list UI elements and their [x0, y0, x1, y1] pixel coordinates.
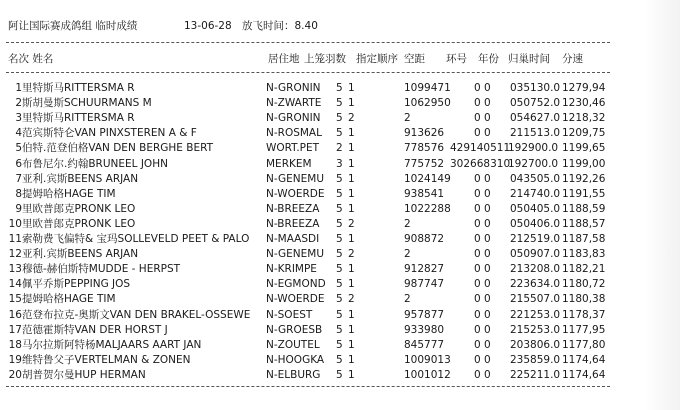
footer-divider	[6, 386, 610, 387]
cell-ring: 0 0	[474, 353, 491, 366]
cell-name: 里欧普郎克PRONK LEO	[22, 202, 136, 215]
table-row	[0, 96, 680, 110]
cell-order: 2	[348, 217, 355, 230]
cell-sent: 5	[336, 217, 343, 230]
cell-ring: 0 0	[474, 217, 491, 230]
cell-time: 050406.0	[510, 217, 561, 230]
table-row	[0, 277, 680, 291]
cell-loc: N-ROSMAL	[266, 127, 322, 140]
cell-sent: 5	[336, 293, 343, 306]
cell-name: 里欧普郎克PRONK LEO	[22, 217, 136, 230]
col-order: 指定顺序	[356, 53, 398, 65]
cell-speed: 1188,59	[562, 202, 606, 215]
cell-loc: N-BREEZA	[266, 217, 320, 230]
cell-ring: 0 0	[474, 202, 491, 215]
cell-name: 马尔拉斯阿特杨MALJAARS AART JAN	[22, 338, 202, 351]
header-divider-bottom	[6, 72, 610, 73]
cell-time: 192700.0	[508, 157, 559, 170]
cell-time: 192900.0	[508, 142, 559, 155]
cell-ring: 0 0	[474, 293, 491, 306]
cell-no: 7	[15, 172, 22, 185]
cell-loc: N-ELBURG	[266, 368, 321, 381]
report-title: 阿让国际赛成鸽组 临时成绩	[8, 20, 138, 32]
table-row	[0, 202, 680, 216]
cell-dist: 1001012	[404, 368, 451, 381]
table-row	[0, 217, 680, 231]
col-year: 年份	[478, 53, 499, 65]
cell-name: 穆德-赫伯斯特MUDDE - HERPST	[22, 263, 181, 276]
cell-name: 提姆哈格HAGE TIM	[22, 187, 116, 200]
col-distance: 空距	[404, 53, 425, 65]
cell-time: 214740.0	[510, 187, 561, 200]
cell-name: 亚利.宾斯BEENS ARJAN	[22, 248, 139, 261]
cell-name: 里特斯马RITTERSMA R	[22, 112, 135, 125]
release-time: 放飞时间：8.40	[242, 20, 318, 32]
cell-loc: N-GRONIN	[266, 82, 321, 94]
cell-time: 211513.0	[510, 127, 561, 140]
cell-dist: 912827	[404, 263, 445, 276]
cell-dist: 778576	[404, 142, 445, 155]
table-row	[0, 292, 680, 306]
table-row	[0, 187, 680, 201]
cell-dist: 913626	[404, 127, 445, 140]
cell-no: 16	[8, 308, 22, 321]
cell-time: 235859.0	[510, 353, 561, 366]
table-row	[0, 172, 680, 186]
cell-speed: 1209,75	[562, 127, 606, 140]
cell-time: 050405.0	[510, 202, 561, 215]
cell-no: 6	[15, 157, 22, 170]
cell-dist: 775752	[404, 157, 445, 170]
cell-ring: 0 0	[474, 187, 491, 200]
cell-loc: WORT.PET	[266, 142, 320, 155]
cell-sent: 5	[336, 278, 343, 291]
cell-no: 4	[15, 127, 22, 140]
table-row	[0, 338, 680, 352]
cell-name: 里特斯马RITTERSMA R	[22, 82, 135, 94]
cell-ring: 0 0	[474, 338, 491, 351]
cell-sent: 5	[336, 127, 343, 140]
cell-speed: 1192,26	[562, 172, 606, 185]
cell-dist: 2	[404, 248, 411, 261]
cell-loc: N-MAASDI	[266, 233, 320, 245]
cell-sent: 5	[336, 338, 343, 351]
cell-no: 18	[8, 338, 22, 351]
cell-time: 221253.0	[510, 308, 561, 321]
cell-loc: N-KRIMPE	[266, 263, 317, 276]
cell-dist: 933980	[404, 323, 445, 336]
cell-time: 225211.0	[510, 368, 561, 381]
cell-ring: 0 0	[474, 172, 491, 185]
cell-no: 1	[15, 82, 22, 94]
cell-sent: 5	[336, 233, 343, 245]
table-row	[0, 262, 680, 276]
cell-ring: 0 0	[474, 323, 491, 336]
cell-sent: 5	[336, 97, 343, 110]
cell-no: 17	[8, 323, 22, 336]
cell-order: 1	[348, 278, 355, 291]
cell-sent: 5	[336, 353, 343, 366]
cell-ring: 0 0	[474, 127, 491, 140]
table-row	[0, 81, 680, 95]
cell-name: 提姆哈格HAGE TIM	[22, 293, 116, 306]
cell-dist: 908872	[404, 233, 445, 245]
cell-no: 19	[8, 353, 22, 366]
cell-ring: 0 0	[474, 97, 491, 110]
cell-dist: 938541	[404, 187, 445, 200]
cell-sent: 3	[336, 157, 343, 170]
cell-speed: 1199,00	[562, 157, 606, 170]
col-location: 居住地	[268, 53, 300, 65]
window-edge-shade	[644, 0, 680, 410]
cell-sent: 5	[336, 82, 343, 94]
cell-speed: 1177,80	[562, 338, 606, 351]
cell-name: 亚利.宾斯BEENS ARJAN	[22, 172, 139, 185]
cell-order: 2	[348, 248, 355, 261]
cell-ring: 0 0	[474, 82, 491, 94]
cell-order: 2	[348, 112, 355, 125]
cell-dist: 987747	[404, 278, 445, 291]
cell-time: 054627.0	[510, 112, 561, 125]
col-arrival: 归巢时间	[508, 53, 550, 65]
cell-speed: 1218,32	[562, 112, 606, 125]
cell-dist: 2	[404, 112, 411, 125]
cell-loc: MERKEM	[266, 157, 312, 170]
col-sent: 上笼羽数	[304, 53, 346, 65]
cell-order: 1	[348, 353, 355, 366]
cell-dist: 1024149	[404, 172, 451, 185]
cell-speed: 1177,95	[562, 323, 606, 336]
cell-time: 203806.0	[510, 338, 561, 351]
cell-loc: N-GENEMU	[266, 248, 325, 261]
cell-no: 12	[8, 248, 22, 261]
cell-sent: 5	[336, 323, 343, 336]
header-divider-top	[6, 42, 610, 43]
cell-ring: 0 0	[474, 278, 491, 291]
cell-loc: N-EGMOND	[266, 278, 326, 291]
cell-dist: 1099471	[404, 82, 451, 94]
cell-speed: 1178,37	[562, 308, 606, 321]
cell-no: 9	[15, 202, 22, 215]
cell-no: 15	[8, 293, 22, 306]
cell-ring: 0 0	[474, 263, 491, 276]
cell-time: 213208.0	[510, 263, 561, 276]
cell-time: 215507.0	[510, 293, 561, 306]
table-row	[0, 232, 680, 246]
cell-speed: 1183,83	[562, 248, 606, 261]
cell-order: 1	[348, 172, 355, 185]
cell-name: 范宾斯特仑VAN PINXSTEREN A & F	[22, 127, 197, 140]
cell-sent: 5	[336, 368, 343, 381]
cell-time: 050752.0	[510, 97, 561, 110]
cell-dist: 2	[404, 217, 411, 230]
cell-name: 维特鲁父子VERTELMAN & ZONEN	[22, 353, 191, 366]
cell-name: 伯特.范登伯格VAN DEN BERGHE BERT	[22, 142, 214, 155]
cell-dist: 845777	[404, 338, 445, 351]
cell-ring: 0 0	[474, 112, 491, 125]
cell-order: 1	[348, 202, 355, 215]
cell-name: 范德霍斯特VAN DER HORST J	[22, 323, 168, 336]
cell-sent: 5	[336, 172, 343, 185]
cell-speed: 1191,55	[562, 187, 606, 200]
cell-sent: 5	[336, 202, 343, 215]
table-row	[0, 247, 680, 261]
col-ring: 环号	[446, 53, 467, 65]
cell-no: 3	[15, 112, 22, 125]
cell-order: 1	[348, 142, 355, 155]
table-row	[0, 368, 680, 382]
cell-loc: N-GENEMU	[266, 172, 325, 185]
cell-time: 223634.0	[510, 278, 561, 291]
table-row	[0, 126, 680, 140]
cell-speed: 1199,65	[562, 142, 606, 155]
cell-speed: 1174,64	[562, 368, 606, 381]
cell-no: 2	[15, 97, 22, 110]
cell-time: 050907.0	[510, 248, 561, 261]
cell-dist: 1062950	[404, 97, 451, 110]
cell-speed: 1180,38	[562, 293, 606, 306]
cell-order: 1	[348, 308, 355, 321]
cell-loc: N-HOOGKA	[266, 353, 325, 366]
table-row	[0, 308, 680, 322]
cell-ring: 0 0	[474, 308, 491, 321]
cell-name: 布鲁尼尔.约翰BRUNEEL JOHN	[22, 157, 168, 170]
cell-loc: N-ZOUTEL	[266, 338, 320, 351]
cell-time: 215253.0	[510, 323, 561, 336]
cell-order: 1	[348, 127, 355, 140]
cell-speed: 1279,94	[562, 82, 606, 94]
cell-speed: 1187,58	[562, 233, 606, 245]
cell-dist: 1009013	[404, 353, 451, 366]
cell-loc: N-WOERDE	[266, 293, 325, 306]
col-speed: 分速	[562, 53, 583, 65]
cell-no: 20	[8, 368, 22, 381]
cell-no: 14	[8, 278, 22, 291]
cell-order: 1	[348, 233, 355, 245]
report-date: 13-06-28	[184, 20, 232, 32]
cell-order: 1	[348, 187, 355, 200]
cell-no: 8	[15, 187, 22, 200]
cell-ring: 302668310	[450, 157, 511, 170]
cell-sent: 5	[336, 112, 343, 125]
cell-name: 佩平乔斯PEPPING JOS	[22, 278, 131, 291]
cell-speed: 1182,21	[562, 263, 606, 276]
cell-speed: 1180,72	[562, 278, 606, 291]
cell-time: 035130.0	[510, 82, 561, 94]
cell-order: 1	[348, 338, 355, 351]
cell-order: 1	[348, 263, 355, 276]
cell-no: 10	[8, 217, 22, 230]
cell-sent: 2	[336, 142, 343, 155]
cell-time: 043505.0	[510, 172, 561, 185]
cell-speed: 1174,64	[562, 353, 606, 366]
cell-speed: 1230,46	[562, 97, 606, 110]
cell-loc: N-GROESB	[266, 323, 323, 336]
cell-no: 5	[15, 142, 22, 155]
col-rank-name: 名次 姓名	[8, 53, 54, 65]
cell-sent: 5	[336, 248, 343, 261]
cell-no: 11	[8, 233, 22, 245]
cell-loc: N-WOERDE	[266, 187, 325, 200]
cell-name: 范登布拉克-奥斯文VAN DEN BRAKEL-OSSEWE	[22, 308, 251, 321]
table-row	[0, 157, 680, 171]
table-row	[0, 141, 680, 155]
cell-speed: 1188,57	[562, 217, 606, 230]
cell-time: 212519.0	[510, 233, 561, 245]
cell-loc: N-SOEST	[266, 308, 313, 321]
cell-order: 1	[348, 368, 355, 381]
cell-loc: N-BREEZA	[266, 202, 320, 215]
table-row	[0, 323, 680, 337]
cell-loc: N-GRONIN	[266, 112, 321, 125]
cell-no: 13	[8, 263, 22, 276]
cell-name: 斯胡曼斯SCHUURMANS M	[22, 97, 152, 110]
cell-sent: 5	[336, 187, 343, 200]
cell-order: 1	[348, 97, 355, 110]
cell-ring: 429140511	[450, 142, 511, 155]
cell-ring: 0 0	[474, 233, 491, 245]
cell-sent: 5	[336, 263, 343, 276]
cell-order: 2	[348, 293, 355, 306]
cell-order: 1	[348, 157, 355, 170]
cell-dist: 2	[404, 293, 411, 306]
cell-order: 1	[348, 82, 355, 94]
table-row	[0, 111, 680, 125]
table-row	[0, 353, 680, 367]
cell-ring: 0 0	[474, 368, 491, 381]
cell-name: 索勒费飞偏特& 宝玛SOLLEVELD PEET & PALO	[22, 233, 250, 245]
cell-dist: 957877	[404, 308, 445, 321]
cell-name: 胡普贺尔曼HUP HERMAN	[22, 368, 146, 381]
cell-ring: 0 0	[474, 248, 491, 261]
cell-loc: N-ZWARTE	[266, 97, 322, 110]
cell-order: 1	[348, 323, 355, 336]
cell-sent: 5	[336, 308, 343, 321]
cell-dist: 1022288	[404, 202, 451, 215]
